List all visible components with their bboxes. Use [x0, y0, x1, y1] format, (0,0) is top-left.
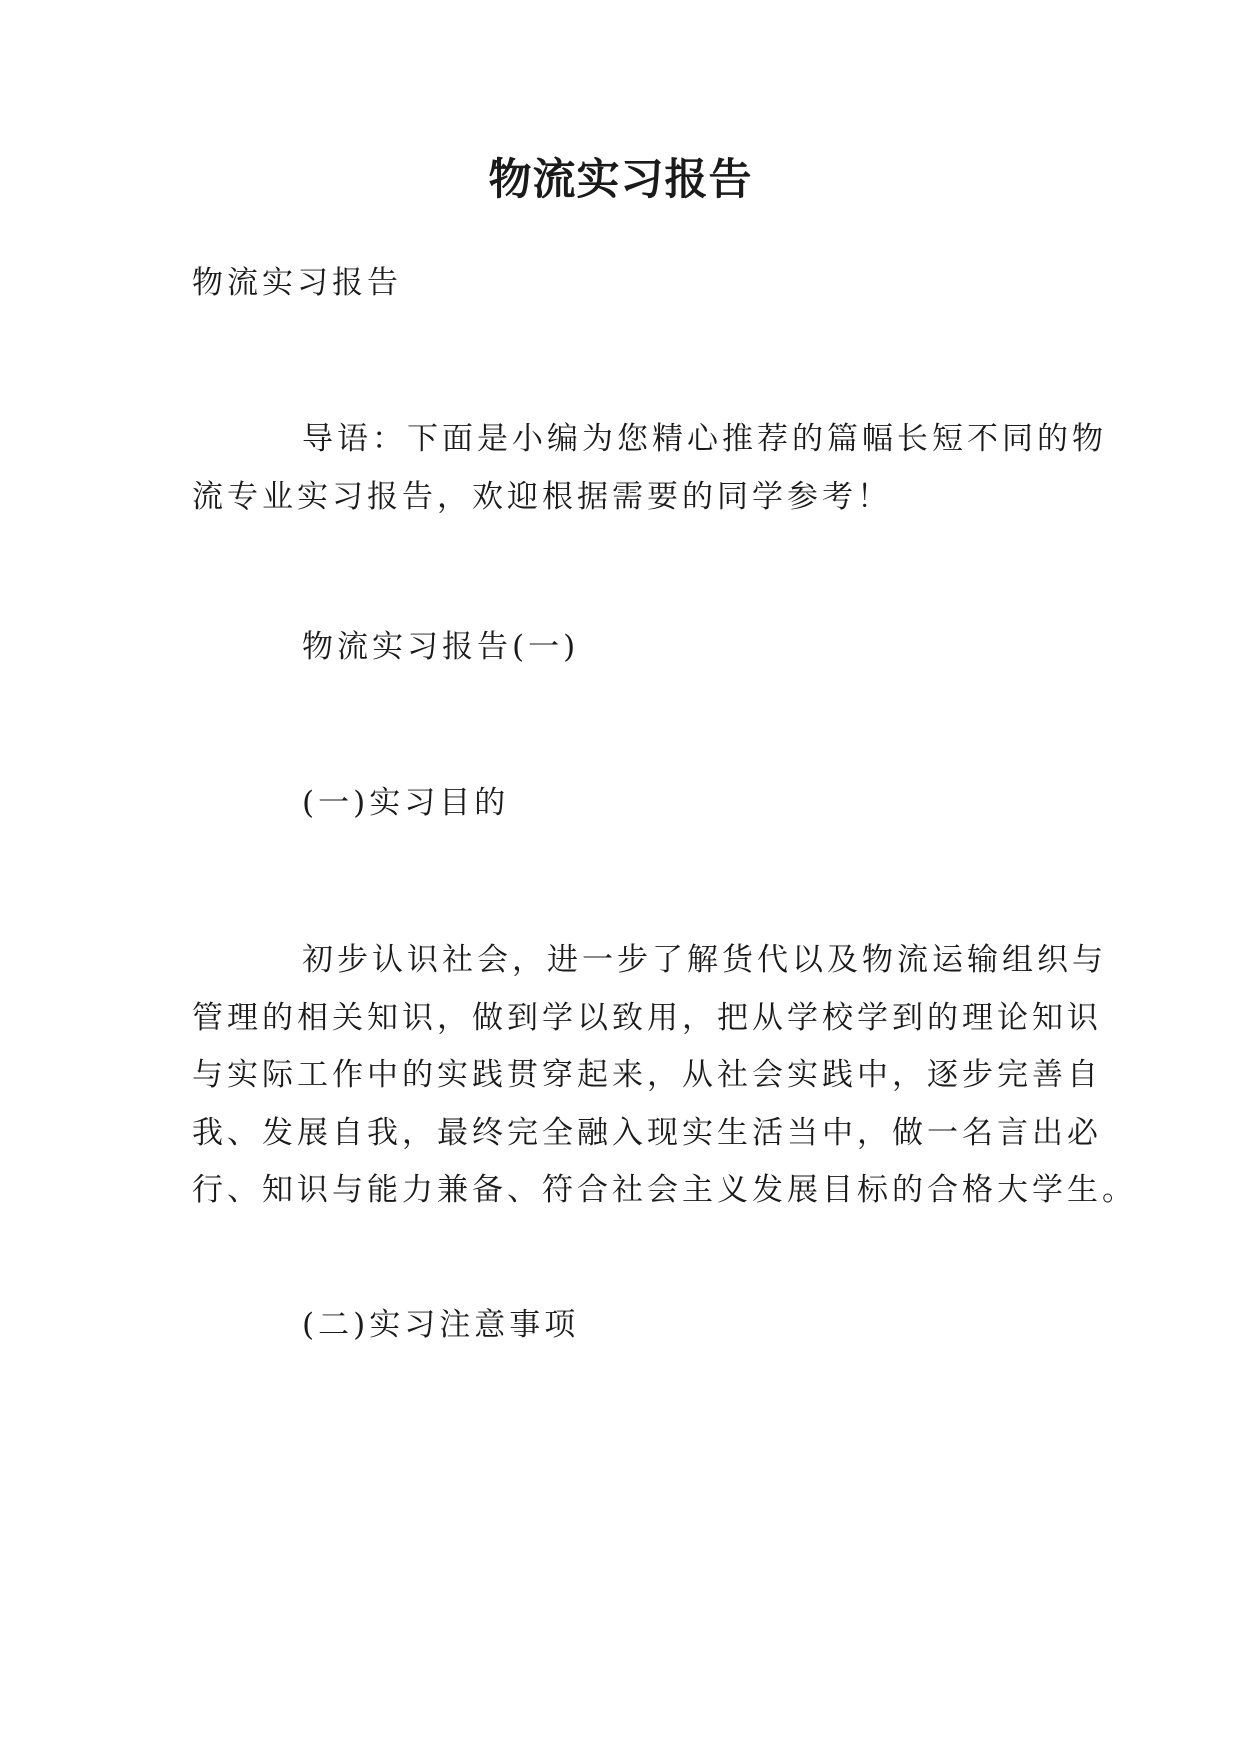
purpose-line-3: 与实际工作中的实践贯穿起来，从社会实践中，逐步完善自: [192, 1057, 1102, 1093]
intro-line-1: 导语：下面是小编为您精心推荐的篇幅长短不同的物: [302, 421, 1107, 457]
section-heading: 物流实习报告(一): [302, 629, 580, 665]
purpose-line-2: 管理的相关知识，做到学以致用，把从学校学到的理论知识: [192, 999, 1102, 1036]
purpose-paragraph: [192, 932, 1137, 1220]
purpose-line-1: 初步认识社会，进一步了解货代以及物流运输组织与: [302, 942, 1107, 978]
intro-line-2: 流专业实习报告，欢迎根据需要的同学参考！: [192, 478, 892, 515]
purpose-line-5: 行、知识与能力兼备、符合社会主义发展目标的合格大学生。: [192, 1172, 1137, 1208]
document-title: 物流实习报告: [488, 155, 753, 205]
intro-paragraph: [192, 411, 1107, 526]
document-subtitle: 物流实习报告: [192, 265, 402, 301]
purpose-line-4: 我、发展自我，最终完全融入现实生活当中，做一名言出必: [192, 1114, 1102, 1151]
subsection-heading-notes: (二)实习注意事项: [302, 1307, 580, 1343]
subsection-heading-purpose: (一)实习目的: [302, 785, 510, 821]
